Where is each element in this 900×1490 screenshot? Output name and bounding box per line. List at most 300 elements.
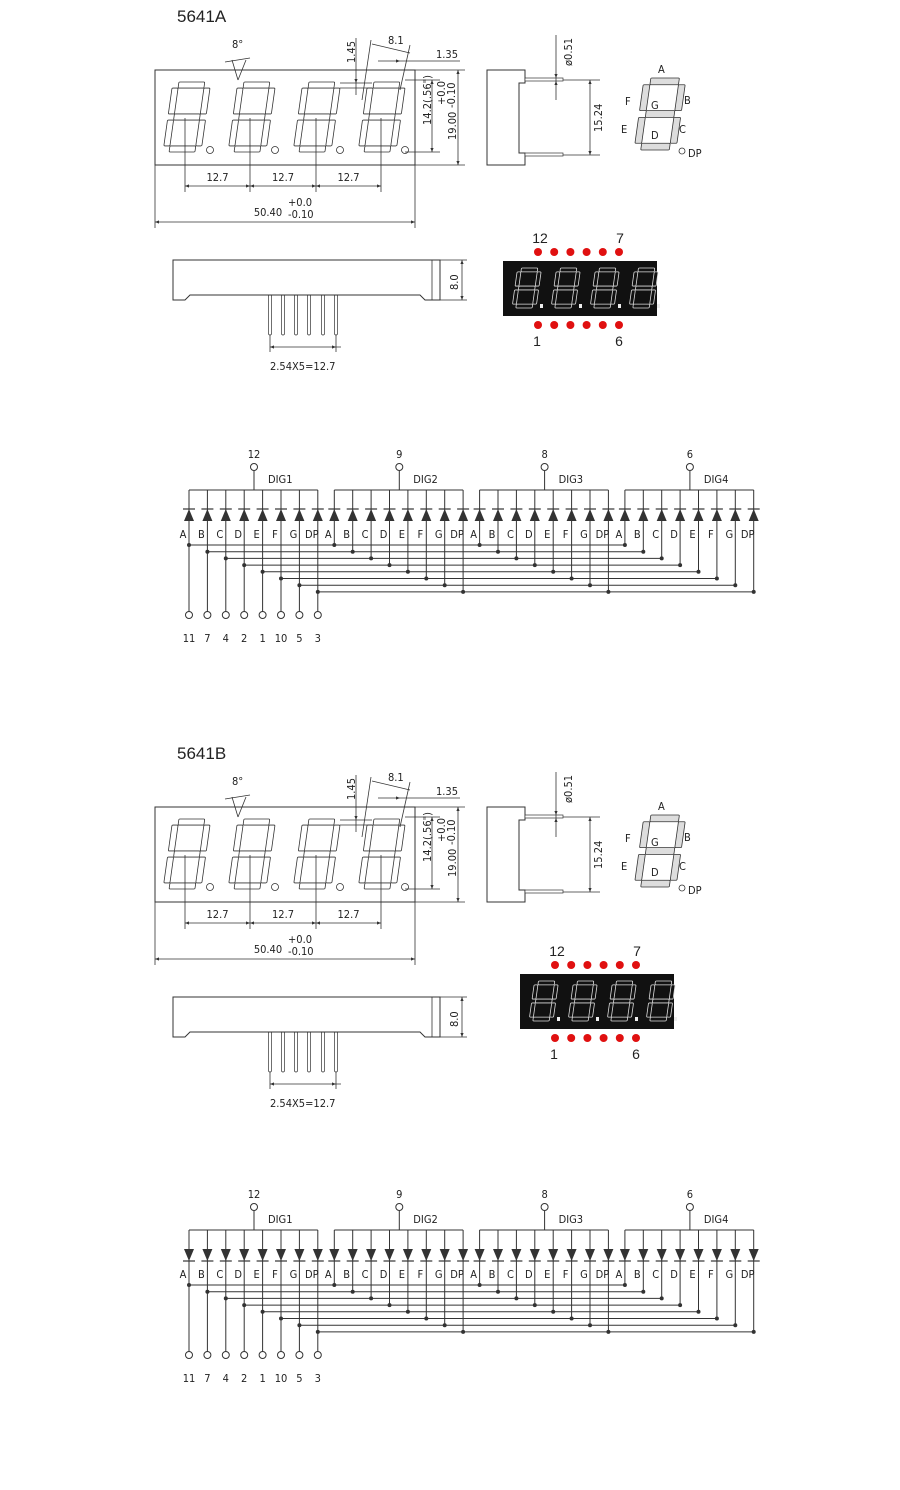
segment-C (196, 120, 206, 146)
led-diode-icon (675, 509, 685, 521)
segment-A (178, 819, 205, 825)
segment-label-dp: DP (688, 147, 702, 160)
segment-pin (204, 1352, 211, 1359)
pin-dot (616, 1034, 624, 1042)
front-view (155, 771, 465, 965)
digit-2 (228, 819, 276, 889)
led-diode-icon (620, 1249, 630, 1261)
segment-label: E (398, 528, 406, 541)
arrowhead (246, 921, 250, 924)
segment-pin-number: 5 (296, 632, 303, 645)
segment-label: B (488, 1268, 496, 1281)
side-view (487, 35, 605, 165)
led-diode-icon (638, 509, 648, 521)
digit-label: DIG2 (413, 1213, 438, 1226)
segment-A (308, 82, 335, 88)
led-diode-icon (475, 1249, 485, 1261)
segment-label: A (324, 1268, 332, 1281)
pin (282, 1032, 285, 1072)
arrowhead (588, 80, 591, 84)
side-body (487, 70, 525, 165)
pin-label-12: 12 (532, 230, 548, 246)
common-pin (396, 1204, 403, 1211)
pin-dot (600, 1034, 608, 1042)
segment-label: G (580, 1268, 588, 1281)
outline-drawing-5641b (155, 744, 760, 1385)
segment-E (294, 857, 304, 883)
segment-F (168, 825, 178, 851)
segment-A (373, 82, 400, 88)
segment-C (196, 857, 206, 883)
segment-pin (278, 1352, 285, 1359)
segment-D (572, 1017, 589, 1021)
segment-pin (241, 612, 248, 619)
segment-A (655, 981, 672, 985)
segment-pin (204, 612, 211, 619)
arrowhead (246, 184, 250, 187)
led-diode-icon (313, 1249, 323, 1261)
led-diode-icon (548, 1249, 558, 1261)
led-diode-icon (585, 509, 595, 521)
segment-B (395, 88, 405, 114)
common-pin-number: 8 (541, 1188, 548, 1201)
led-diode-icon (403, 1249, 413, 1261)
segment-label: F (562, 1268, 569, 1281)
segment-A (521, 268, 538, 272)
decimal-point (207, 884, 214, 891)
segment-diagram (634, 815, 686, 887)
segment-A (650, 815, 680, 822)
decimal-point (402, 884, 409, 891)
arrowhead (430, 885, 433, 889)
pin-label-7: 7 (633, 943, 641, 959)
segment-D (611, 1017, 628, 1021)
led-diode-icon (202, 1249, 212, 1261)
segment-label: F (272, 528, 278, 541)
segment-D (169, 146, 196, 152)
segment-label-e: E (621, 860, 628, 873)
depth-label: 8.0 (448, 1011, 461, 1027)
segment-pin (222, 1352, 229, 1359)
led-diode-icon (221, 1249, 231, 1261)
segment-map (621, 800, 702, 897)
segment-label-g: G (651, 99, 659, 112)
decimal-point (579, 304, 582, 308)
segment-label: F (708, 1268, 714, 1281)
angle-label: 8° (232, 775, 244, 788)
front-view (155, 34, 465, 228)
led-diode-icon (493, 1249, 503, 1261)
segment-label-b: B (684, 831, 691, 844)
pin-dot (551, 1034, 559, 1042)
segment-label: G (289, 528, 298, 541)
arrowhead (377, 184, 381, 187)
segment-D (234, 883, 261, 889)
segment-label: D (379, 528, 388, 541)
pin-dot (566, 321, 574, 329)
pitch-label: 12.7 (271, 908, 295, 921)
led-diode-icon (258, 509, 268, 521)
segment-label: DP (740, 1268, 755, 1281)
segment-label: G (434, 528, 443, 541)
pin-dot (615, 248, 623, 256)
tolerance-minus: -0.10 (288, 945, 314, 958)
segment-label-g: G (651, 836, 659, 849)
segment-label: D (524, 1268, 533, 1281)
segment-G (369, 851, 396, 857)
segment-label: DP (595, 528, 610, 541)
segment-pin (186, 612, 193, 619)
segment-label: C (652, 528, 660, 541)
segment-label: G (434, 1268, 443, 1281)
arrowhead (588, 888, 591, 892)
pitch-label: 12.7 (206, 908, 229, 921)
common-pin-number: 6 (686, 1188, 694, 1201)
pin-diameter-label: ø0.51 (562, 774, 575, 803)
led-diode-icon (511, 509, 521, 521)
dim-8-1: 8.1 (388, 34, 404, 47)
model-title: 5641B (177, 744, 227, 763)
segment-label: C (216, 1268, 224, 1281)
bottom-view (173, 997, 467, 1110)
digit-label: DIG1 (268, 473, 293, 486)
led-diode-icon (548, 509, 558, 521)
segment-E (359, 120, 369, 146)
led-diode-icon (475, 509, 485, 521)
segment-G (239, 851, 266, 857)
decimal-point (207, 147, 214, 154)
led-diode-icon (221, 509, 231, 521)
common-pin (396, 464, 403, 471)
segment-pin-number: 5 (296, 1372, 303, 1385)
digit-2 (228, 82, 276, 152)
arrowhead (316, 921, 320, 924)
segment-E (359, 857, 369, 883)
segment-pin-number: 7 (204, 632, 211, 645)
segment-pin-number: 3 (314, 1372, 321, 1385)
led-diode-icon (385, 509, 395, 521)
led-diode-icon (440, 509, 450, 521)
arrowhead (588, 151, 591, 155)
decimal-point (337, 147, 344, 154)
segment-pin-number: 11 (182, 632, 196, 645)
pin (295, 1032, 298, 1072)
segment-label: D (524, 528, 533, 541)
segment-D (169, 883, 196, 889)
pin (525, 78, 563, 81)
arrowhead (456, 898, 459, 902)
segment-pin (296, 612, 303, 619)
segment-pin-number: 4 (222, 1372, 229, 1385)
segment-D (299, 883, 326, 889)
segment-label-b: B (684, 94, 691, 107)
segment-G (239, 114, 266, 120)
segment-label: G (725, 1268, 734, 1281)
decimal-point (540, 304, 543, 308)
segment-G (174, 114, 201, 120)
segment-B (330, 825, 340, 851)
pin (269, 1032, 272, 1072)
decimal-point (635, 1017, 638, 1021)
arrowhead (155, 957, 159, 960)
segment-label: C (361, 528, 369, 541)
common-pin (686, 1204, 693, 1211)
segment-A (616, 981, 633, 985)
dim-8-1: 8.1 (388, 771, 404, 784)
segment-label: A (470, 528, 477, 541)
segment-pin-number: 7 (204, 1372, 211, 1385)
segment-F (298, 88, 308, 114)
segment-label-d: D (651, 129, 659, 142)
segment-label: DP (595, 1268, 610, 1281)
decimal-point (402, 147, 409, 154)
segment-G (596, 286, 613, 290)
segment-B (395, 825, 405, 851)
depth-label: 8.0 (448, 274, 461, 290)
segment-label: B (343, 1268, 351, 1281)
circuit-schematic (180, 448, 760, 645)
arrowhead (312, 921, 316, 924)
digit-4 (358, 82, 406, 152)
segment-A (560, 268, 577, 272)
segment-B (200, 825, 210, 851)
segment-label-a: A (658, 800, 665, 813)
segment-label: A (615, 528, 623, 541)
decimal-point (674, 1017, 677, 1021)
arrowhead (316, 184, 320, 187)
led-diode-icon (657, 1249, 667, 1261)
segment-E (229, 857, 239, 883)
segment-F (168, 88, 178, 114)
decimal-point (679, 885, 685, 891)
pin (322, 1032, 325, 1072)
circuit-schematic (180, 1188, 760, 1385)
segment-G (645, 111, 675, 118)
tolerance-plus: +0.0 (288, 196, 313, 209)
segment-G (645, 848, 675, 855)
dim-1-45: 1.45 (345, 777, 358, 800)
pin (295, 295, 298, 335)
segment-label: D (670, 528, 678, 541)
segment-label: B (343, 528, 351, 541)
segment-pin-number: 4 (222, 632, 229, 645)
arrowhead (185, 921, 189, 924)
segment-A (243, 819, 270, 825)
segment-A (373, 819, 400, 825)
led-diode-icon (530, 509, 540, 521)
arrowhead (554, 74, 557, 78)
led-diode-icon (258, 1249, 268, 1261)
arrowhead (377, 921, 381, 924)
segment-label: C (361, 1268, 369, 1281)
row-spacing-label: 15.24 (592, 840, 605, 869)
segment-B (330, 88, 340, 114)
common-pin (541, 464, 548, 471)
pin (525, 815, 563, 818)
common-pin-number: 12 (247, 1188, 261, 1201)
led-diode-icon (366, 1249, 376, 1261)
pin-dot (583, 961, 591, 969)
pin-dot (551, 961, 559, 969)
segment-label: F (272, 1268, 278, 1281)
common-pin (686, 464, 693, 471)
segment-A (538, 981, 555, 985)
dim-1-35: 1.35 (436, 48, 459, 61)
tolerance-minus: -0.10 (445, 819, 458, 845)
arrowhead (396, 796, 400, 799)
segment-pin (186, 1352, 193, 1359)
segment-label: F (562, 528, 569, 541)
segment-label: C (506, 1268, 514, 1281)
segment-E (164, 857, 174, 883)
segment-pin (314, 1352, 321, 1359)
decimal-point (657, 304, 660, 308)
dimension-line (225, 58, 250, 62)
pin-label-1: 1 (550, 1046, 558, 1062)
digit-3 (293, 82, 341, 152)
segment-label: C (216, 528, 224, 541)
arrowhead (250, 184, 254, 187)
segment-label-c: C (679, 123, 686, 136)
digit-label: DIG3 (558, 1213, 584, 1226)
segment-label: E (689, 528, 696, 541)
segment-G (174, 851, 201, 857)
arrowhead (332, 1082, 336, 1085)
pin (335, 295, 338, 335)
arrowhead (460, 296, 463, 300)
model-title: 5641A (177, 7, 227, 26)
led-diode-icon (749, 509, 759, 521)
segment-label-f: F (625, 95, 631, 108)
segment-A (308, 819, 335, 825)
segment-E (229, 120, 239, 146)
dim-1-45: 1.45 (345, 40, 358, 63)
segment-pin (314, 612, 321, 619)
pin (308, 295, 311, 335)
segment-G (613, 999, 630, 1003)
led-diode-icon (202, 509, 212, 521)
segment-D (641, 143, 671, 150)
arrowhead (354, 816, 357, 820)
segment-label-c: C (679, 860, 686, 873)
segment-G (652, 999, 669, 1003)
segment-pin-number: 3 (314, 632, 321, 645)
led-diode-icon (511, 1249, 521, 1261)
segment-label: G (725, 528, 734, 541)
arrowhead (354, 79, 357, 83)
segment-label: DP (305, 1268, 319, 1281)
arrowhead (250, 921, 254, 924)
segment-F (363, 825, 373, 851)
led-diode-icon (329, 1249, 339, 1261)
segment-pin (241, 1352, 248, 1359)
segment-pin-number: 2 (241, 1372, 248, 1385)
segment-D (533, 1017, 550, 1021)
pin-dot (632, 961, 640, 969)
pitch-label: 12.7 (337, 171, 360, 184)
pin-dot (534, 321, 542, 329)
arrowhead (456, 70, 459, 74)
digit-label: DIG3 (558, 473, 584, 486)
pin-dot (550, 248, 558, 256)
pin-label-12: 12 (549, 943, 565, 959)
digit-3 (293, 819, 341, 889)
segment-label: E (253, 1268, 260, 1281)
segment-label: DP (450, 1268, 464, 1281)
segment-G (304, 114, 331, 120)
arrowhead (270, 345, 274, 348)
pitch-label: 12.7 (337, 908, 360, 921)
pin-dot (600, 961, 608, 969)
segment-A (638, 268, 655, 272)
arrowhead (460, 997, 463, 1001)
segment-F (363, 88, 373, 114)
led-diode-icon (440, 1249, 450, 1261)
segment-E (635, 854, 645, 880)
led-diode-icon (294, 509, 304, 521)
arrowhead (456, 807, 459, 811)
segment-label-a: A (658, 63, 665, 76)
common-pin-number: 9 (396, 448, 403, 461)
segment-D (364, 146, 391, 152)
led-diode-icon (458, 509, 468, 521)
led-diode-icon (567, 1249, 577, 1261)
common-pin-number: 9 (396, 1188, 403, 1201)
segment-B (265, 825, 275, 851)
pin-dot (567, 1034, 575, 1042)
tolerance-plus: +0.0 (288, 933, 313, 946)
led-diode-icon (567, 509, 577, 521)
arrowhead (588, 817, 591, 821)
segment-D (641, 880, 671, 887)
segment-C (261, 857, 271, 883)
segment-A (599, 268, 616, 272)
led-diode-icon (184, 1249, 194, 1261)
led-diode-icon (313, 509, 323, 521)
angle-label: 8° (232, 38, 244, 51)
digit-1 (163, 819, 211, 889)
segment-G (635, 286, 652, 290)
arrowhead (456, 161, 459, 165)
segment-label: D (234, 1268, 243, 1281)
segment-G (574, 999, 591, 1003)
led-diode-icon (184, 509, 194, 521)
segment-label: B (198, 528, 205, 541)
pin-label-7: 7 (616, 230, 624, 246)
segment-E (635, 117, 645, 143)
pin-dot (599, 248, 607, 256)
arrowhead (155, 220, 159, 223)
segment-label: C (652, 1268, 660, 1281)
decimal-point (618, 304, 621, 308)
common-pin-number: 8 (541, 448, 548, 461)
segment-label: E (544, 1268, 551, 1281)
segment-D (299, 146, 326, 152)
segment-C (261, 120, 271, 146)
segment-E (164, 120, 174, 146)
segment-label: E (253, 528, 260, 541)
segment-label: DP (305, 528, 319, 541)
arrowhead (396, 59, 400, 62)
pin-label-1: 1 (533, 333, 541, 349)
led-diode-icon (712, 1249, 722, 1261)
segment-C (391, 120, 401, 146)
digit-1 (163, 82, 211, 152)
segment-label: F (417, 528, 424, 541)
bottom-body (173, 997, 440, 1037)
pin (308, 1032, 311, 1072)
common-pin (541, 1204, 548, 1211)
